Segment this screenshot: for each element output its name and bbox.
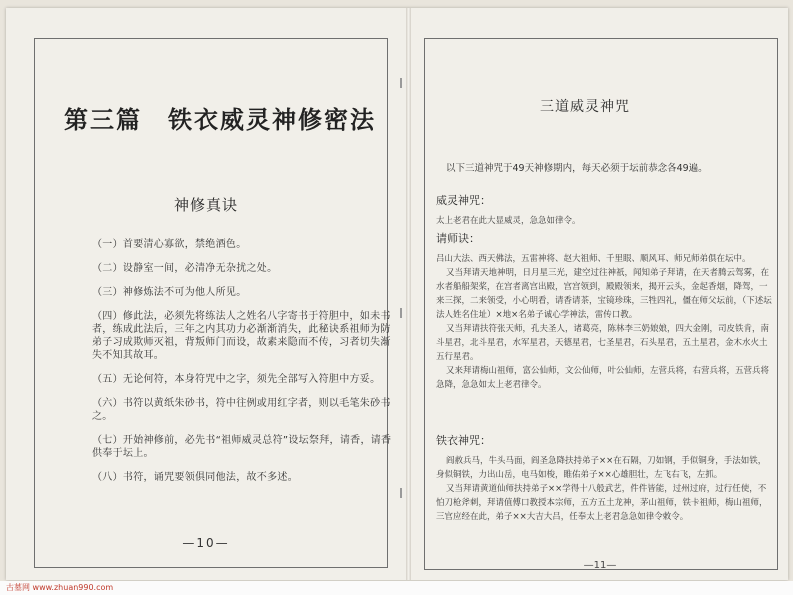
rule-item: （五）无论何符，本身符咒中之字，须先全部写入符胆中方妥。: [92, 374, 381, 385]
binding-staple: [400, 78, 402, 88]
left-page: [6, 8, 406, 580]
spell-block-tieyi: [436, 432, 772, 524]
right-page: [410, 8, 788, 580]
document-sheet: [6, 8, 788, 580]
binding-staple: [400, 308, 402, 318]
rule-item: （二）设静室一间，必清净无杂扰之处。: [92, 263, 278, 274]
binding-staple: [400, 488, 402, 498]
spell-line: 阎赦兵马，牛头马面，阎圣急降扶持弟子××在石隔，刀如钢，手似铜身，手法如铁，身似铜铁，力出山岳，电马如梭，睢佑弟子××心雄胆壮，左飞右飞，左抓。: [436, 456, 767, 480]
rule-item: （一）首要清心寡欲，禁绝酒色。: [92, 239, 247, 250]
rule-item: （四）修此法，必须先将练法人之姓名八字寄书于符胆中，如未书者，练成此法后，三年之内其功力必渐渐消失，此秘诀系祖师为防弟子习成欺师灭祖，背叛师门而设，故素来隐而不传，习者切失渐失不知其故耳。: [92, 311, 391, 361]
section-title-right: 三道威灵神咒: [540, 99, 630, 115]
spell-heading: 威灵神咒：: [436, 194, 491, 207]
page-number-left: —10—: [182, 536, 230, 550]
intro-paragraph: 以下三道神咒于49天神修期内，每天必须于坛前恭念各49遍。: [446, 163, 708, 174]
chapter-title: 第三篇 铁衣威灵神修密法: [64, 105, 376, 134]
spell-line: 吕山大法、西天佛法，五雷神将、赵大祖师、千里眼、顺风耳、师兄师弟俱在坛中。: [436, 254, 751, 264]
page-number-right: —11—: [583, 560, 617, 571]
spell-heading: 请师诀：: [436, 232, 480, 245]
section-title-left: 神修真诀: [173, 196, 238, 214]
spell-line: 又当拜请天地神明，日月星三光，建空过往神祇，闻知弟子拜请，在天者腾云驾雾，在水者船船架桨，在宫者离宫出殿，宫宫领到，殿殿领来，揭开云头，金起香烟，降驾，一来三探，二来领受，小心明看，请香请茶，宝镜珍珠，三牲四礼，僵在师父坛前，（下述坛法人姓名住址）×地×名弟子诚心学神法，雷传口教。: [436, 268, 772, 320]
spell-line: 太上老君在此大显威灵，急急如律令。: [436, 216, 581, 226]
site-watermark: 古墓网 www.zhuan990.com: [0, 581, 793, 595]
rule-item: （七）开始神修前，必先书“祖师威灵总符”设坛祭拜，请香，请香供奉于坛上。: [92, 435, 392, 459]
spell-line: 又当拜请扶符张天师，孔夫圣人，诸葛亮，陈林李三奶娘娘，四大金刚，司皮铁肯，南斗星君，北斗星君，水军星君，天德星君，七圣星君，石头星君，五土星君，金木水火土五行星君。: [436, 324, 770, 362]
spell-line: 又当拜请黄道仙师扶持弟子××学得十八般武艺，件件皆能，过州过府，过行任使，不怕刀枪斧刺，拜请值傅口教授本宗师，五方五土龙神，茅山祖师，铁卡祖师，梅山祖师，三官应经在此，弟子××大吉大吕，任奉太上老君急急如律令敕令。: [436, 484, 768, 522]
spell-heading: 铁衣神咒：: [436, 434, 491, 447]
rule-item: （八）书符，诵咒要领俱同他法，故不多述。: [92, 472, 298, 483]
spell-line: 又来拜请梅山祖师，富公仙师，文公仙师，叶公仙师，左营兵将，右营兵将，五营兵将急降，急急如太上老君律令。: [436, 366, 770, 390]
spell-block-weiling: [436, 192, 772, 228]
spell-block-qingshi: [436, 230, 772, 392]
rule-item: （三）神修炼法不可为他人所见。: [92, 287, 247, 298]
rules-list: [92, 238, 392, 495]
rule-item: （六）书符以黄纸朱砂书，符中往例或用红字者，则以毛笔朱砂书之。: [92, 398, 391, 422]
